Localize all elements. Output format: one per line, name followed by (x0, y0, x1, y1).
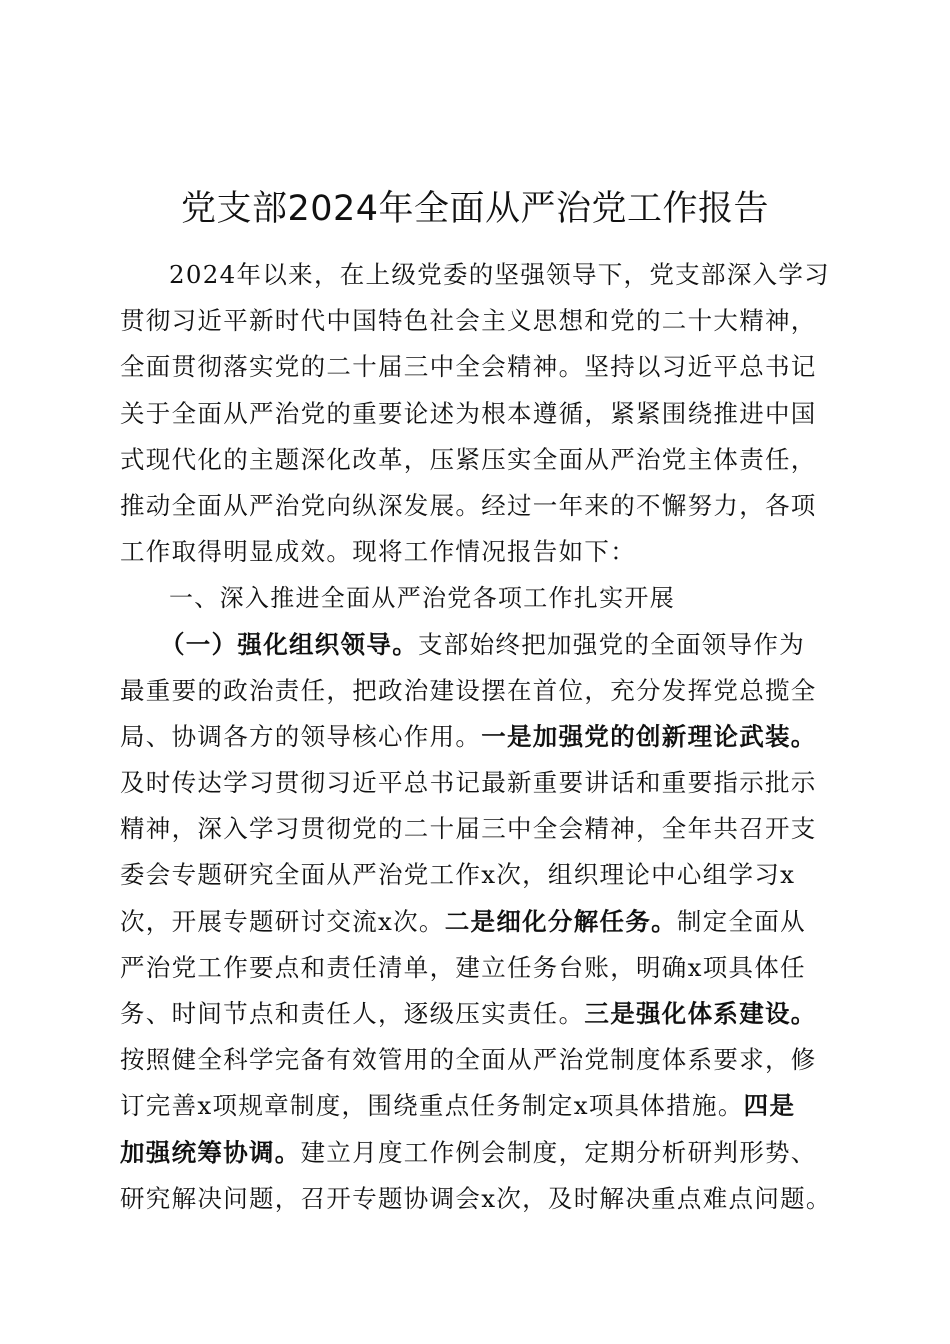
paragraph-text: 建立月度工作例会制度，定期分析研判形势、 (300, 1137, 817, 1167)
document-title: 党支部2024年全面从严治党工作报告 (180, 189, 770, 229)
point-heading: 加强统筹协调。 (120, 1137, 301, 1167)
point-heading: 三是强化体系建设。 (584, 999, 817, 1028)
paragraph-line: 研究解决问题，召开专题协调会x次，及时解决重点难点问题。 (120, 1183, 832, 1213)
paragraph-line (120, 899, 820, 945)
intro-line: 式现代化的主题深化改革，压紧压实全面从严治党主体责任， (120, 444, 817, 474)
paragraph-text: 务、时间节点和责任人，逐级压实责任。 (120, 999, 585, 1028)
paragraph-text: 次，开展专题研讨交流x次。 (120, 906, 445, 936)
intro-line: 关于全面从严治党的重要论述为根本遵循，紧紧围绕推进中国 (120, 398, 817, 428)
paragraph-line (120, 622, 820, 668)
paragraph-text: 制定全面从 (676, 906, 806, 936)
paragraph-line: 按照健全科学完备有效管用的全面从严治党制度体系要求，修 (120, 1045, 817, 1075)
paragraph-line (120, 1083, 820, 1129)
paragraph-line: 委会专题研究全面从严治党工作x次，组织理论中心组学习x (120, 860, 796, 890)
paragraph-line: 及时传达学习贯彻习近平总书记最新重要讲话和重要指示批示 (120, 768, 817, 798)
intro-line: 全面贯彻落实党的二十届三中全会精神。坚持以习近平总书记 (120, 352, 817, 382)
intro-line: 贯彻习近平新时代中国特色社会主义思想和党的二十大精神， (120, 306, 817, 336)
subsection-heading: （一）强化组织领导。 (160, 629, 418, 659)
paragraph-line: 最重要的政治责任，把政治建设摆在首位，充分发挥党总揽全 (120, 675, 817, 705)
section-heading: 一、深入推进全面从严治党各项工作扎实开展 (169, 584, 675, 613)
paragraph-line (120, 991, 820, 1037)
point-heading: 一是加强党的创新理论武装。 (481, 721, 817, 751)
document-body (120, 252, 832, 1222)
point-heading: 四是 (743, 1091, 796, 1121)
intro-line: 2024年以来，在上级党委的坚强领导下，党支部深入学习 (169, 260, 830, 289)
paragraph-text: 订完善x项规章制度，围绕重点任务制定x项具体措施。 (120, 1091, 744, 1121)
paragraph-line: 严治党工作要点和责任清单，建立任务台账，明确x项具体任 (120, 952, 806, 982)
paragraph-text: 支部始终把加强党的全面领导作为 (418, 629, 805, 659)
point-heading: 二是细化分解任务。 (444, 906, 677, 936)
paragraph-line (120, 714, 820, 760)
paragraph-line (120, 1130, 820, 1176)
paragraph-line: 精神，深入学习贯彻党的二十届三中全会精神，全年共召开支 (120, 814, 817, 844)
intro-line: 推动全面从严治党向纵深发展。经过一年来的不懈努力，各项 (120, 490, 817, 520)
paragraph-text: 局、协调各方的领导核心作用。 (120, 721, 482, 751)
intro-line: 工作取得明显成效。现将工作情况报告如下： (120, 537, 636, 567)
